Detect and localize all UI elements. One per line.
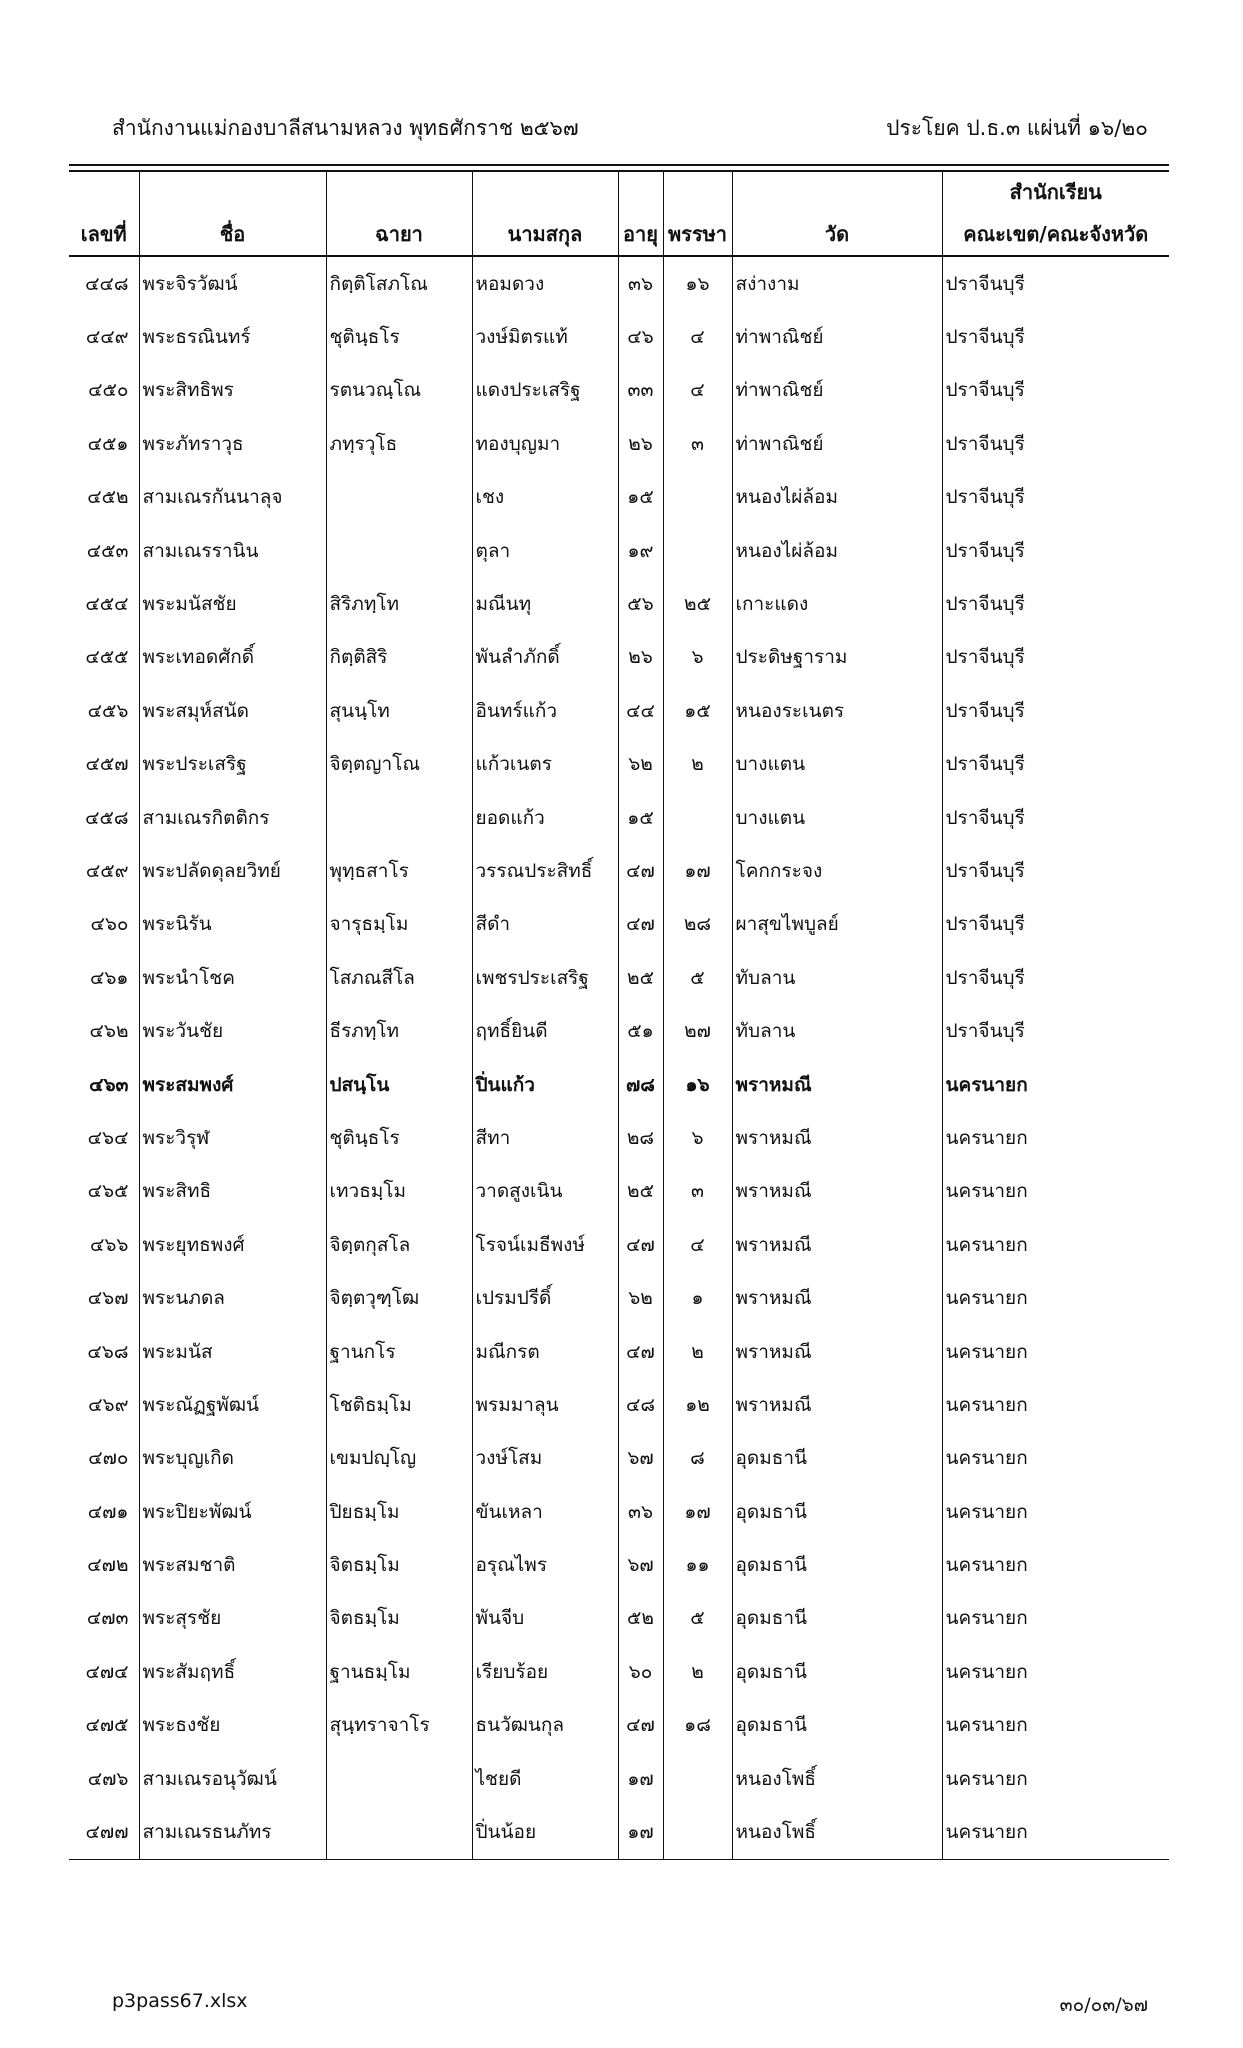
cell-school: นครนายก: [942, 1485, 1169, 1538]
cell-school: นครนายก: [942, 1058, 1169, 1111]
cell-chaya: สุนฺทราจาโร: [326, 1699, 472, 1752]
column-header-chaya: ฉายา: [326, 212, 472, 256]
cell-school: ปราจีนบุรี: [942, 524, 1169, 577]
cell-name: พระวิรุฬ: [139, 1111, 326, 1164]
cell-chaya: ฐานกโร: [326, 1325, 472, 1378]
cell-surname: ทองบุญมา: [472, 417, 618, 470]
cell-age: ๔๗: [618, 844, 663, 897]
table-row: [69, 1165, 1169, 1218]
cell-name: พระปิยะพัฒน์: [139, 1485, 326, 1538]
column-header-name: ชื่อ: [139, 212, 326, 256]
cell-surname: พันจีบ: [472, 1592, 618, 1645]
table-row: [69, 1271, 1169, 1324]
cell-no: ๔๕๔: [85, 593, 129, 616]
cell-chaya: สุนนฺโท: [326, 684, 472, 737]
cell-surname: สีดำ: [472, 898, 618, 951]
cell-surname: สีทา: [472, 1111, 618, 1164]
cell-surname: วาดสูงเนิน: [472, 1165, 618, 1218]
cell-name: พระจิรวัฒน์: [139, 256, 326, 310]
cell-age: ๖๗: [618, 1538, 663, 1591]
cell-vassa: ๒: [663, 1645, 732, 1698]
cell-name: พระยุทธพงศ์: [139, 1218, 326, 1271]
footer-date: ๓๐/๐๓/๖๗: [1059, 1994, 1148, 2016]
table-row: [69, 1218, 1169, 1271]
table-row: [69, 417, 1169, 470]
cell-name: พระปลัดดุลยวิทย์: [139, 844, 326, 897]
cell-age: ๑๗: [618, 1752, 663, 1805]
table-row: [69, 1058, 1169, 1111]
table-row: [69, 1752, 1169, 1805]
cell-school: นครนายก: [942, 1645, 1169, 1698]
cell-vassa: ๔: [663, 364, 732, 417]
cell-no: ๔๕๑: [87, 432, 129, 455]
cell-name: พระวันชัย: [139, 1004, 326, 1057]
cell-vassa: ๑๑: [663, 1538, 732, 1591]
cell-age: ๔๖: [618, 310, 663, 363]
column-header-wat: วัด: [732, 212, 942, 256]
table-row: [69, 310, 1169, 363]
cell-age: ๔๗: [618, 1699, 663, 1752]
cell-chaya: ชุตินฺธโร: [326, 1111, 472, 1164]
cell-chaya: สิริภทฺโท: [326, 577, 472, 630]
cell-surname: ปิ่นน้อย: [472, 1805, 618, 1859]
cell-vassa: ๔: [663, 1218, 732, 1271]
cell-age: ๕๒: [618, 1592, 663, 1645]
cell-surname: เรียบร้อย: [472, 1645, 618, 1698]
cell-vassa: ๒๕: [663, 577, 732, 630]
cell-school: นครนายก: [942, 1699, 1169, 1752]
cell-wat: ทับลาน: [732, 1004, 942, 1057]
cell-wat: หนองไผ่ล้อม: [732, 471, 942, 524]
cell-chaya: ฐานธมฺโม: [326, 1645, 472, 1698]
cell-name: พระนิรัน: [139, 898, 326, 951]
cell-name: พระเทอดศักดิ์: [139, 631, 326, 684]
cell-name: พระมนัสชัย: [139, 577, 326, 630]
cell-vassa: ๑๗: [663, 1485, 732, 1538]
cell-vassa: ๒๘: [663, 898, 732, 951]
cell-no: ๔๖๕: [87, 1180, 129, 1203]
cell-chaya: จิตธมฺโม: [326, 1538, 472, 1591]
cell-age: ๔๗: [618, 898, 663, 951]
cell-surname: อรุณไพร: [472, 1538, 618, 1591]
cell-age: ๒๖: [618, 631, 663, 684]
cell-surname: ขันเหลา: [472, 1485, 618, 1538]
table-row: [69, 1432, 1169, 1485]
table-row: [69, 898, 1169, 951]
cell-vassa: ๑๘: [663, 1699, 732, 1752]
cell-no: ๔๗๔: [85, 1660, 129, 1683]
cell-vassa: ๖: [663, 1111, 732, 1164]
cell-chaya: [326, 524, 472, 577]
cell-wat: หนองโพธิ์: [732, 1752, 942, 1805]
cell-chaya: ภทฺรวุโธ: [326, 417, 472, 470]
cell-vassa: [663, 471, 732, 524]
cell-wat: ผาสุขไพบูลย์: [732, 898, 942, 951]
cell-no: ๔๗๐: [88, 1447, 129, 1470]
table-row: [69, 844, 1169, 897]
cell-school: นครนายก: [942, 1271, 1169, 1324]
cell-wat: หนองโพธิ์: [732, 1805, 942, 1859]
cell-wat: อุดมธานี: [732, 1485, 942, 1538]
cell-name: พระสมชาติ: [139, 1538, 326, 1591]
cell-wat: ประดิษฐาราม: [732, 631, 942, 684]
column-header-no: เลขที่: [69, 212, 139, 256]
table-row: [69, 1538, 1169, 1591]
cell-school: นครนายก: [942, 1592, 1169, 1645]
cell-chaya: กิตฺติโสภโณ: [326, 256, 472, 310]
cell-wat: หนองไผ่ล้อม: [732, 524, 942, 577]
cell-school: ปราจีนบุรี: [942, 417, 1169, 470]
table-row: [69, 631, 1169, 684]
table-body: [69, 256, 1169, 1859]
cell-name: พระสมุห์สนัด: [139, 684, 326, 737]
cell-wat: ท่าพาณิชย์: [732, 364, 942, 417]
cell-name: พระนำโชค: [139, 951, 326, 1004]
document-header-sheet: ประโยค ป.ธ.๓ แผ่นที่ ๑๖/๒๐: [886, 116, 1148, 140]
cell-wat: พราหมณี: [732, 1058, 942, 1111]
table-row: [69, 1699, 1169, 1752]
cell-school: นครนายก: [942, 1165, 1169, 1218]
cell-school: ปราจีนบุรี: [942, 844, 1169, 897]
cell-name: พระประเสริฐ: [139, 738, 326, 791]
cell-age: ๒๘: [618, 1111, 663, 1164]
cell-wat: พราหมณี: [732, 1325, 942, 1378]
cell-surname: พันลำภักดิ์: [472, 631, 618, 684]
table-row: [69, 1485, 1169, 1538]
cell-chaya: พุทฺธสาโร: [326, 844, 472, 897]
cell-surname: ปิ่นแก้ว: [472, 1058, 618, 1111]
cell-chaya: ชุตินฺธโร: [326, 310, 472, 363]
cell-age: ๒๕: [618, 1165, 663, 1218]
cell-chaya: รตนวณฺโณ: [326, 364, 472, 417]
table-header: [69, 172, 1169, 256]
cell-age: ๓๓: [618, 364, 663, 417]
cell-wat: พราหมณี: [732, 1218, 942, 1271]
cell-school: นครนายก: [942, 1218, 1169, 1271]
cell-age: ๗๘: [618, 1058, 663, 1111]
cell-surname: วงษ์โสม: [472, 1432, 618, 1485]
cell-chaya: เขมปญฺโญ: [326, 1432, 472, 1485]
cell-vassa: [663, 1752, 732, 1805]
cell-no: ๔๖๑: [89, 966, 129, 989]
cell-no: ๔๗๗: [69, 1805, 139, 1859]
footer-filename: p3pass67.xlsx: [112, 1990, 248, 2012]
cell-name: พระสิทธิพร: [139, 364, 326, 417]
cell-no: ๔๕๒: [87, 486, 129, 509]
cell-no: ๔๕๖: [87, 699, 129, 722]
column-header-school-bottom: คณะเขต/คณะจังหวัด: [942, 212, 1169, 256]
cell-age: ๓๖: [618, 256, 663, 310]
cell-surname: พรมมาลุน: [472, 1378, 618, 1431]
cell-name: พระธรณินทร์: [139, 310, 326, 363]
column-header-school-top: สำนักเรียน: [942, 172, 1169, 212]
cell-wat: พราหมณี: [732, 1378, 942, 1431]
cell-age: ๓๖: [618, 1485, 663, 1538]
table-row: [69, 1592, 1169, 1645]
column-header-age: อายุ: [618, 212, 663, 256]
cell-name: พระสัมฤทธิ์: [139, 1645, 326, 1698]
cell-surname: มณีนทุ: [472, 577, 618, 630]
cell-surname: เพชรประเสริฐ: [472, 951, 618, 1004]
cell-school: นครนายก: [942, 1538, 1169, 1591]
cell-chaya: จิตฺตกุสโล: [326, 1218, 472, 1271]
cell-vassa: ๕: [663, 1592, 732, 1645]
cell-no: ๔๕๕: [85, 646, 129, 669]
cell-no: ๔๔๘: [85, 272, 129, 295]
cell-name: พระธงชัย: [139, 1699, 326, 1752]
cell-vassa: ๑๖: [663, 256, 732, 310]
cell-vassa: ๖: [663, 631, 732, 684]
cell-vassa: ๑๖: [663, 1058, 732, 1111]
cell-vassa: [663, 524, 732, 577]
cell-surname: มณีกรต: [472, 1325, 618, 1378]
cell-age: ๑๕: [618, 471, 663, 524]
column-header-surname: นามสกุล: [472, 212, 618, 256]
cell-wat: อุดมธานี: [732, 1645, 942, 1698]
cell-wat: บางแตน: [732, 791, 942, 844]
cell-vassa: ๑๕: [663, 684, 732, 737]
table-row: [69, 791, 1169, 844]
cell-chaya: ปิยธมฺโม: [326, 1485, 472, 1538]
cell-name: พระมนัส: [139, 1325, 326, 1378]
cell-age: ๔๘: [618, 1378, 663, 1431]
cell-vassa: ๒๗: [663, 1004, 732, 1057]
cell-school: นครนายก: [942, 1325, 1169, 1378]
cell-age: ๖๒: [618, 1271, 663, 1324]
cell-wat: อุดมธานี: [732, 1592, 942, 1645]
table-row: [69, 951, 1169, 1004]
cell-no: ๔๖๖: [89, 1233, 129, 1256]
cell-surname: ธนวัฒนกุล: [472, 1699, 618, 1752]
cell-vassa: [663, 791, 732, 844]
cell-chaya: [326, 1752, 472, 1805]
cell-no: ๔๖๙: [88, 1393, 129, 1416]
cell-school: ปราจีนบุรี: [942, 256, 1169, 310]
cell-no: ๔๖๐: [90, 913, 129, 936]
cell-vassa: ๑๗: [663, 844, 732, 897]
table-row: [69, 1004, 1169, 1057]
cell-school: ปราจีนบุรี: [942, 684, 1169, 737]
table-row: [69, 1805, 1169, 1859]
cell-surname: หอมดวง: [472, 256, 618, 310]
cell-school: ปราจีนบุรี: [942, 364, 1169, 417]
cell-age: ๑๙: [618, 524, 663, 577]
cell-age: ๖๗: [618, 1432, 663, 1485]
cell-surname: วรรณประสิทธิ์: [472, 844, 618, 897]
cell-surname: อินทร์แก้ว: [472, 684, 618, 737]
cell-wat: พราหมณี: [732, 1111, 942, 1164]
cell-wat: หนองระเนตร: [732, 684, 942, 737]
cell-school: ปราจีนบุรี: [942, 791, 1169, 844]
cell-no: ๔๗๓: [86, 1607, 129, 1630]
cell-school: ปราจีนบุรี: [942, 898, 1169, 951]
cell-no: ๔๔๙: [85, 326, 129, 349]
cell-age: ๔๗: [618, 1218, 663, 1271]
cell-surname: ฤทธิ์ยินดี: [472, 1004, 618, 1057]
cell-chaya: [326, 471, 472, 524]
cell-school: ปราจีนบุรี: [942, 631, 1169, 684]
cell-no: ๔๕๗: [85, 753, 129, 776]
document-header-office: สำนักงานแม่กองบาลีสนามหลวง พุทธศักราช ๒๕๖๗: [112, 116, 579, 140]
cell-no: ๔๕๙: [85, 859, 129, 882]
cell-name: สามเณรรานิน: [139, 524, 326, 577]
cell-no: ๔๖๒: [89, 1020, 129, 1043]
cell-age: ๒๖: [618, 417, 663, 470]
cell-age: ๑๕: [618, 791, 663, 844]
cell-chaya: จิตฺตญาโณ: [326, 738, 472, 791]
cell-surname: แดงประเสริฐ: [472, 364, 618, 417]
cell-age: ๖๒: [618, 738, 663, 791]
cell-name: สามเณรธนภัทร: [139, 1805, 326, 1859]
cell-no: ๔๖๓: [89, 1073, 129, 1096]
cell-chaya: จิตธมฺโม: [326, 1592, 472, 1645]
cell-vassa: ๔: [663, 310, 732, 363]
cell-name: สามเณรกิตติกร: [139, 791, 326, 844]
cell-vassa: ๑: [663, 1271, 732, 1324]
cell-age: ๕๑: [618, 1004, 663, 1057]
table-row: [69, 1111, 1169, 1164]
cell-vassa: ๕: [663, 951, 732, 1004]
cell-surname: ตุลา: [472, 524, 618, 577]
cell-name: พระสมพงศ์: [139, 1058, 326, 1111]
cell-school: ปราจีนบุรี: [942, 310, 1169, 363]
cell-wat: ท่าพาณิชย์: [732, 310, 942, 363]
cell-no: ๔๕๓: [86, 539, 129, 562]
table-row: [69, 1645, 1169, 1698]
cell-school: ปราจีนบุรี: [942, 738, 1169, 791]
cell-name: สามเณรกันนาลุจ: [139, 471, 326, 524]
cell-no: ๔๕๐: [88, 379, 129, 402]
table-row: [69, 364, 1169, 417]
table-row: [69, 471, 1169, 524]
cell-school: ปราจีนบุรี: [942, 577, 1169, 630]
column-header-vassa: พรรษา: [663, 212, 732, 256]
cell-vassa: ๓: [663, 1165, 732, 1218]
cell-surname: ไชยดี: [472, 1752, 618, 1805]
cell-chaya: [326, 1805, 472, 1859]
cell-chaya: ธีรภทฺโท: [326, 1004, 472, 1057]
cell-chaya: [326, 791, 472, 844]
cell-wat: อุดมธานี: [732, 1538, 942, 1591]
cell-no: ๔๕๘: [85, 806, 129, 829]
cell-name: พระบุญเกิด: [139, 1432, 326, 1485]
cell-age: ๔๗: [618, 1325, 663, 1378]
cell-school: นครนายก: [942, 1805, 1169, 1859]
table-row: [69, 738, 1169, 791]
cell-wat: อุดมธานี: [732, 1699, 942, 1752]
cell-name: พระสุรชัย: [139, 1592, 326, 1645]
cell-surname: เชง: [472, 471, 618, 524]
cell-no: ๔๗๖: [87, 1767, 129, 1790]
cell-chaya: กิตฺติสิริ: [326, 631, 472, 684]
table-row: [69, 1378, 1169, 1431]
cell-surname: เปรมปรีดิ์: [472, 1271, 618, 1324]
cell-vassa: ๒: [663, 1325, 732, 1378]
cell-surname: แก้วเนตร: [472, 738, 618, 791]
cell-surname: ยอดแก้ว: [472, 791, 618, 844]
cell-vassa: [663, 1805, 732, 1859]
cell-name: สามเณรอนุวัฒน์: [139, 1752, 326, 1805]
cell-wat: พราหมณี: [732, 1271, 942, 1324]
cell-vassa: ๘: [663, 1432, 732, 1485]
cell-no: ๔๗๑: [87, 1500, 129, 1523]
top-rule: [69, 164, 1169, 166]
cell-no: ๔๗๒: [87, 1554, 129, 1577]
cell-wat: บางแตน: [732, 738, 942, 791]
cell-no: ๔๖๔: [87, 1126, 129, 1149]
table-row: [69, 684, 1169, 737]
cell-wat: อุดมธานี: [732, 1432, 942, 1485]
cell-age: ๒๕: [618, 951, 663, 1004]
cell-wat: โคกกระจง: [732, 844, 942, 897]
cell-chaya: จิตฺตวุฑฺโฒ: [326, 1271, 472, 1324]
cell-no: ๔๖๗: [87, 1287, 129, 1310]
cell-school: นครนายก: [942, 1432, 1169, 1485]
cell-wat: พราหมณี: [732, 1165, 942, 1218]
cell-school: นครนายก: [942, 1378, 1169, 1431]
cell-no: ๔๖๘: [87, 1340, 129, 1363]
cell-age: ๔๔: [618, 684, 663, 737]
cell-school: ปราจีนบุรี: [942, 951, 1169, 1004]
cell-school: นครนายก: [942, 1111, 1169, 1164]
cell-school: ปราจีนบุรี: [942, 1004, 1169, 1057]
cell-chaya: เทวธมฺโม: [326, 1165, 472, 1218]
table-row: [69, 524, 1169, 577]
cell-age: ๑๗: [618, 1805, 663, 1859]
results-table: [69, 172, 1169, 1860]
cell-chaya: ปสนฺโน: [326, 1058, 472, 1111]
cell-name: พระณัฏฐพัฒน์: [139, 1378, 326, 1431]
cell-wat: เกาะแดง: [732, 577, 942, 630]
cell-wat: ท่าพาณิชย์: [732, 417, 942, 470]
cell-wat: ทับลาน: [732, 951, 942, 1004]
cell-name: พระสิทธิ: [139, 1165, 326, 1218]
cell-vassa: ๑๒: [663, 1378, 732, 1431]
cell-age: ๖๐: [618, 1645, 663, 1698]
cell-school: ปราจีนบุรี: [942, 471, 1169, 524]
cell-chaya: จารุธมฺโม: [326, 898, 472, 951]
cell-vassa: ๓: [663, 417, 732, 470]
cell-chaya: โชติธมฺโม: [326, 1378, 472, 1431]
table-row: [69, 1325, 1169, 1378]
table-row: [69, 256, 1169, 310]
cell-no: ๔๗๕: [85, 1714, 129, 1737]
cell-name: พระนภดล: [139, 1271, 326, 1324]
cell-vassa: ๒: [663, 738, 732, 791]
cell-age: ๕๖: [618, 577, 663, 630]
cell-name: พระภัทราวุธ: [139, 417, 326, 470]
cell-surname: โรจน์เมธีพงษ์: [472, 1218, 618, 1271]
cell-chaya: โสภณสีโล: [326, 951, 472, 1004]
cell-wat: สง่างาม: [732, 256, 942, 310]
cell-surname: วงษ์มิตรแท้: [472, 310, 618, 363]
table-row: [69, 577, 1169, 630]
cell-school: นครนายก: [942, 1752, 1169, 1805]
